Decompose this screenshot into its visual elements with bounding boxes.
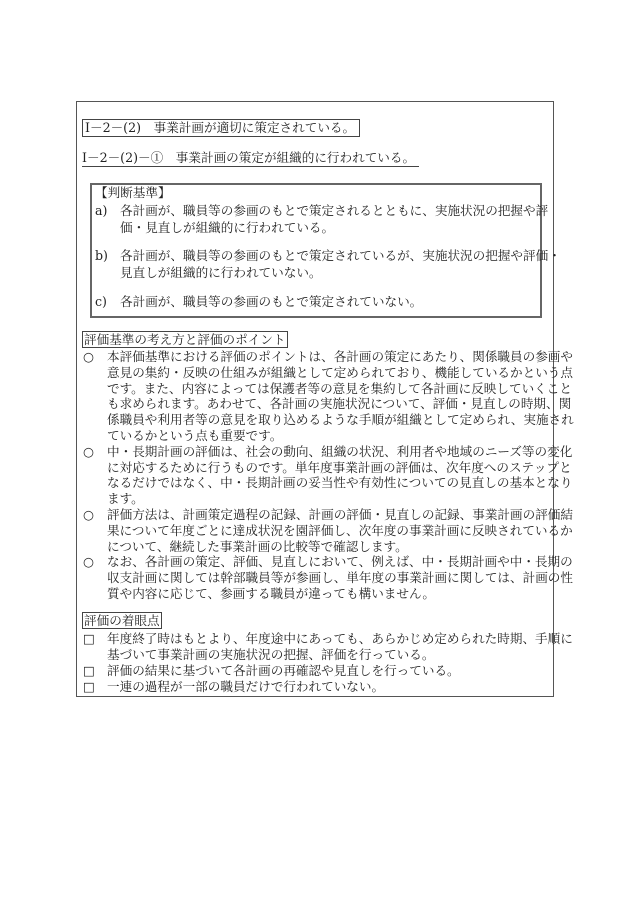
criteria-text: 見直しが組織的に行われていない。 bbox=[120, 265, 322, 280]
criteria-text: 各計画が、職員等の参画のもとで策定されるとともに、実施状況の把握や評 bbox=[120, 203, 549, 218]
point-text: 果について年度ごとに達成状況を園評価し、次年度の事業計画に反映されているか bbox=[107, 522, 573, 538]
focus-text: 評価の結果に基づいて各計画の再確認や見直しを行っている。 bbox=[107, 663, 460, 678]
point-text: なお、各計画の策定、評価、見直しにおいて、例えば、中・長期計画や中・長期の bbox=[107, 554, 573, 570]
point-text: に対応するために行うものです。単年度事業計画の評価は、次年度へのステップと bbox=[107, 459, 572, 475]
criteria-text: 各計画が、職員等の参画のもとで策定されていない。 bbox=[120, 294, 423, 309]
circle-bullet-icon: ○ bbox=[83, 554, 94, 570]
points-heading: 評価基準の考え方と評価のポイント bbox=[84, 332, 286, 347]
criteria-heading: 【判断基準】 bbox=[95, 185, 171, 200]
point-text: 係職員や利用者等の意見を取り込めるような手順が組織として定められ、実施され bbox=[107, 412, 574, 428]
checkbox-icon: □ bbox=[83, 663, 95, 678]
point-text: 質や内容に応じて、参画する職員が違っても構いません。 bbox=[107, 586, 435, 601]
focus-text: 年度終了時はもとより、年度途中にあっても、あらかじめ定められた時期、手順に bbox=[107, 631, 573, 646]
circle-bullet-icon: ○ bbox=[83, 443, 94, 459]
point-text: も求められます。あわせて、各計画の実施状況について、評価・見直しの時期、関 bbox=[107, 396, 572, 412]
criteria-text: 各計画が、職員等の参画のもとで策定されているが、実施状況の把握や評価・ bbox=[120, 248, 561, 263]
subsection-title: Ⅰ－2－(2)－① 事業計画の策定が組織的に行われている。 bbox=[82, 149, 419, 167]
circle-bullet-icon: ○ bbox=[83, 349, 94, 364]
point-text: ているかという点も重要です。 bbox=[107, 428, 283, 443]
checkbox-icon: □ bbox=[83, 631, 95, 646]
point-text: 評価方法は、計画策定過程の記録、計画の評価・見直しの記録、事業計画の評価結 bbox=[107, 507, 573, 522]
point-text: なるだけではなく、中・長期計画の妥当性や有効性についての見直しの基本となり bbox=[107, 475, 573, 491]
criteria-text: 価・見直しが組織的に行われている。 bbox=[120, 220, 335, 235]
criteria-label: c) bbox=[95, 294, 107, 309]
focus-text: 一連の過程が一部の職員だけで行われていない。 bbox=[107, 679, 385, 694]
point-text: です。また、内容によっては保護者等の意見を集約して各計画に反映していくこと bbox=[107, 380, 572, 396]
checkbox-icon: □ bbox=[83, 679, 95, 694]
criteria-label: b) bbox=[95, 248, 108, 263]
section-title: Ⅰ－2－(2) 事業計画が適切に策定されている。 bbox=[82, 119, 360, 137]
criteria-label: a) bbox=[95, 203, 108, 218]
focus-text: 基づいて事業計画の実施状況の把握、評価を行っている。 bbox=[107, 647, 435, 662]
point-text: 中・長期計画の評価は、社会の動向、組織の状況、利用者や地域のニーズ等の変化 bbox=[107, 443, 573, 459]
point-text: 本評価基準における評価のポイントは、各計画の策定にあたり、関係職員の参画や bbox=[107, 349, 573, 364]
focus-heading: 評価の着眼点 bbox=[84, 613, 160, 628]
point-text: について、継続した事業計画の比較等で確認します。 bbox=[107, 538, 408, 554]
circle-bullet-icon: ○ bbox=[83, 507, 94, 522]
point-text: 意見の集約・反映の仕組みが組織として定められており、機能しているかという点 bbox=[107, 364, 573, 380]
point-text: ます。 bbox=[107, 491, 144, 507]
point-text: 収支計画に関しては幹部職員等が参画し、単年度の事業計画に関しては、計画の性 bbox=[107, 570, 573, 586]
